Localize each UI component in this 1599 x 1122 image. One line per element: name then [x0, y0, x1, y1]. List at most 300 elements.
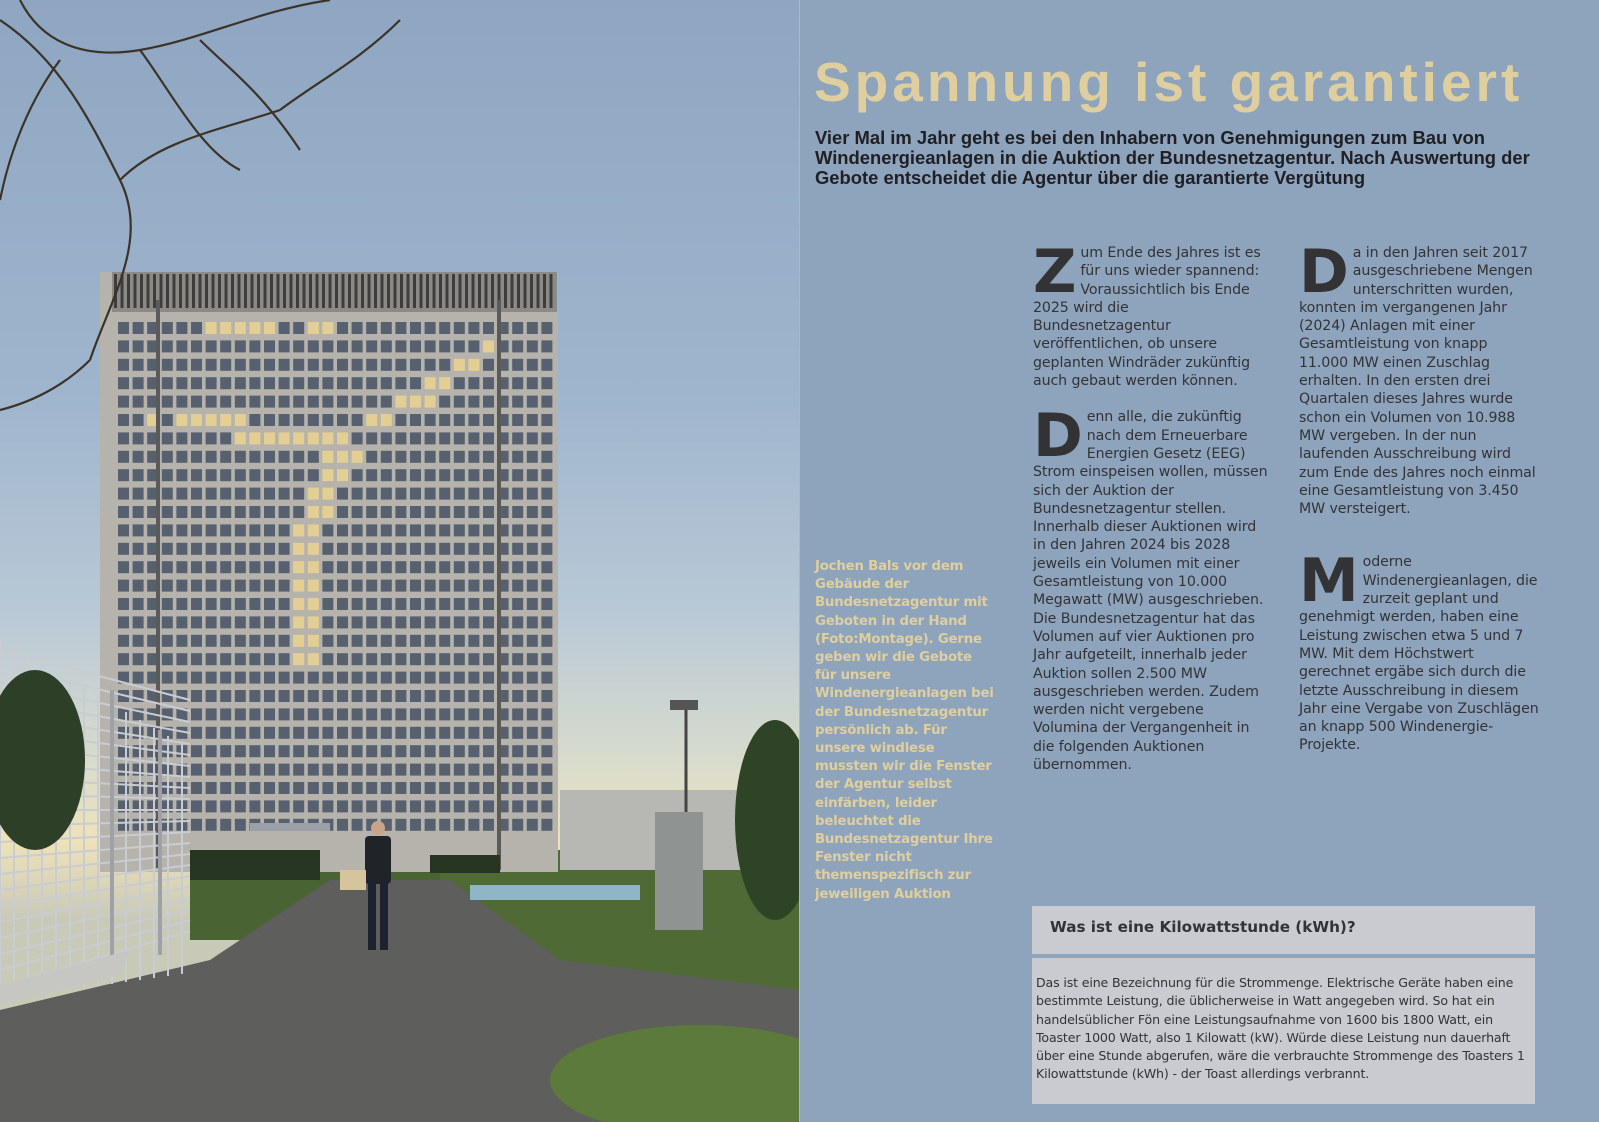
- window: [279, 322, 290, 334]
- window: [410, 524, 421, 536]
- window: [352, 506, 363, 518]
- window: [410, 635, 421, 647]
- window: [425, 598, 436, 610]
- window: [410, 690, 421, 702]
- window: [439, 727, 450, 739]
- window: [337, 561, 348, 573]
- window: [118, 653, 129, 665]
- roof-fin: [394, 274, 397, 308]
- window: [454, 524, 465, 536]
- window: [118, 322, 129, 334]
- window: [206, 561, 217, 573]
- window: [512, 543, 523, 555]
- window: [118, 708, 129, 720]
- window: [235, 469, 246, 481]
- window-lit: [206, 414, 217, 426]
- window: [220, 800, 231, 812]
- window: [322, 561, 333, 573]
- window: [279, 359, 290, 371]
- window-lit: [293, 543, 304, 555]
- window: [176, 340, 187, 352]
- window: [439, 616, 450, 628]
- window: [454, 506, 465, 518]
- window: [366, 727, 377, 739]
- window: [352, 800, 363, 812]
- window: [410, 488, 421, 500]
- roof-fin: [342, 274, 345, 308]
- window: [395, 451, 406, 463]
- window: [468, 782, 479, 794]
- window: [133, 598, 144, 610]
- window: [264, 800, 275, 812]
- window: [381, 782, 392, 794]
- roof-fin: [550, 274, 553, 308]
- window: [425, 800, 436, 812]
- window: [235, 782, 246, 794]
- window: [337, 690, 348, 702]
- window: [264, 451, 275, 463]
- branch: [0, 60, 60, 200]
- window: [483, 359, 494, 371]
- photo-caption: Jochen Bals vor dem Gebäude der Bundesnetzagentur mit Geboten in der Hand (Foto:Montage). Gerne geben wir die Gebote für unsere Windenergieanlagen bei der Bundesnetzagentur persönlich ab. Für unsere windlese mussten wir die Fenster der Agentur selbst einfärben, leider beleuchtet die Bundesnetzagentur Ihre Fenster nicht themenspezifisch zur jeweiligen Auktion: [815, 559, 994, 902]
- roof-fin: [322, 274, 325, 308]
- roof-fin: [296, 274, 299, 308]
- window-lit: [293, 432, 304, 444]
- window: [279, 488, 290, 500]
- window-lit: [337, 451, 348, 463]
- window: [293, 322, 304, 334]
- window: [527, 745, 538, 757]
- roof-fin: [407, 274, 410, 308]
- window: [439, 764, 450, 776]
- window: [395, 819, 406, 831]
- window: [410, 580, 421, 592]
- window: [322, 580, 333, 592]
- window: [454, 396, 465, 408]
- window: [206, 727, 217, 739]
- window: [206, 340, 217, 352]
- window: [133, 340, 144, 352]
- window: [249, 488, 260, 500]
- window: [279, 524, 290, 536]
- window: [249, 377, 260, 389]
- window: [220, 469, 231, 481]
- branch: [200, 40, 300, 150]
- window: [468, 451, 479, 463]
- window: [176, 359, 187, 371]
- window: [425, 745, 436, 757]
- roof-fin: [186, 274, 189, 308]
- window: [162, 616, 173, 628]
- window: [337, 488, 348, 500]
- window: [512, 322, 523, 334]
- window: [337, 653, 348, 665]
- window: [191, 819, 202, 831]
- window: [264, 690, 275, 702]
- window: [176, 524, 187, 536]
- window: [381, 359, 392, 371]
- window: [454, 414, 465, 426]
- window: [293, 488, 304, 500]
- window: [352, 708, 363, 720]
- window: [468, 708, 479, 720]
- window: [162, 506, 173, 518]
- window: [352, 580, 363, 592]
- window: [118, 524, 129, 536]
- window: [220, 616, 231, 628]
- window: [235, 672, 246, 684]
- window: [191, 396, 202, 408]
- window: [176, 377, 187, 389]
- window: [395, 322, 406, 334]
- window: [454, 432, 465, 444]
- window: [410, 506, 421, 518]
- window: [381, 488, 392, 500]
- window: [410, 727, 421, 739]
- window: [454, 782, 465, 794]
- hedge: [190, 850, 320, 880]
- window: [322, 377, 333, 389]
- window: [322, 745, 333, 757]
- window: [541, 653, 552, 665]
- window: [395, 561, 406, 573]
- window: [235, 653, 246, 665]
- window: [337, 598, 348, 610]
- window: [264, 745, 275, 757]
- window: [366, 396, 377, 408]
- window: [249, 359, 260, 371]
- window: [366, 708, 377, 720]
- roof-fin: [426, 274, 429, 308]
- window: [439, 451, 450, 463]
- window: [322, 653, 333, 665]
- window: [366, 616, 377, 628]
- window: [191, 451, 202, 463]
- window: [366, 432, 377, 444]
- roof-fin: [387, 274, 390, 308]
- window: [439, 432, 450, 444]
- window: [381, 469, 392, 481]
- window-lit: [235, 322, 246, 334]
- window: [279, 782, 290, 794]
- window: [133, 322, 144, 334]
- window: [337, 340, 348, 352]
- window: [235, 543, 246, 555]
- window: [206, 819, 217, 831]
- window: [220, 764, 231, 776]
- hedge: [430, 855, 500, 873]
- window: [206, 800, 217, 812]
- text-column-1: [1033, 237, 1269, 792]
- window: [541, 800, 552, 812]
- window: [468, 432, 479, 444]
- window: [381, 340, 392, 352]
- window: [264, 635, 275, 647]
- window: [206, 635, 217, 647]
- window: [279, 469, 290, 481]
- window: [395, 414, 406, 426]
- window: [118, 432, 129, 444]
- window: [541, 727, 552, 739]
- window: [249, 635, 260, 647]
- roof-fin: [413, 274, 416, 308]
- window: [279, 377, 290, 389]
- window: [133, 616, 144, 628]
- window: [279, 764, 290, 776]
- roof-fin: [374, 274, 377, 308]
- window: [191, 506, 202, 518]
- roof-fin: [303, 274, 306, 308]
- window: [512, 708, 523, 720]
- roof-fin: [543, 274, 546, 308]
- window: [527, 488, 538, 500]
- window: [541, 745, 552, 757]
- roof-fin: [491, 274, 494, 308]
- window: [395, 598, 406, 610]
- window: [118, 414, 129, 426]
- window: [191, 690, 202, 702]
- window: [395, 672, 406, 684]
- branch: [0, 360, 90, 410]
- window: [454, 451, 465, 463]
- window: [191, 800, 202, 812]
- window: [454, 745, 465, 757]
- window: [264, 469, 275, 481]
- window: [439, 800, 450, 812]
- window: [366, 322, 377, 334]
- window-lit: [322, 506, 333, 518]
- window: [235, 451, 246, 463]
- window: [220, 653, 231, 665]
- window: [439, 580, 450, 592]
- window: [308, 451, 319, 463]
- window: [279, 616, 290, 628]
- window: [425, 524, 436, 536]
- window: [264, 359, 275, 371]
- window: [249, 451, 260, 463]
- window: [249, 396, 260, 408]
- window: [483, 524, 494, 536]
- window: [293, 506, 304, 518]
- window: [249, 414, 260, 426]
- window-lit: [279, 432, 290, 444]
- window: [541, 690, 552, 702]
- window: [133, 451, 144, 463]
- window: [468, 561, 479, 573]
- window-lit: [366, 414, 377, 426]
- window: [381, 727, 392, 739]
- window: [206, 764, 217, 776]
- window: [425, 469, 436, 481]
- window: [352, 561, 363, 573]
- window: [235, 561, 246, 573]
- window: [395, 506, 406, 518]
- window: [541, 635, 552, 647]
- window: [133, 524, 144, 536]
- roof-fin: [517, 274, 520, 308]
- window: [279, 635, 290, 647]
- window: [235, 524, 246, 536]
- window: [220, 635, 231, 647]
- window: [439, 506, 450, 518]
- window: [352, 377, 363, 389]
- window: [541, 782, 552, 794]
- roof-fin: [127, 274, 130, 308]
- window: [235, 377, 246, 389]
- window: [512, 764, 523, 776]
- window: [308, 340, 319, 352]
- window: [381, 396, 392, 408]
- window: [191, 653, 202, 665]
- window: [439, 359, 450, 371]
- window: [410, 819, 421, 831]
- window: [454, 598, 465, 610]
- window: [381, 764, 392, 776]
- window: [410, 451, 421, 463]
- window-lit: [410, 396, 421, 408]
- window: [308, 690, 319, 702]
- window: [468, 745, 479, 757]
- window: [395, 782, 406, 794]
- dropcap: D: [1299, 237, 1349, 307]
- window: [454, 727, 465, 739]
- dropcap: Z: [1033, 237, 1077, 307]
- roof-fin: [231, 274, 234, 308]
- window: [206, 396, 217, 408]
- window-lit: [308, 488, 319, 500]
- window: [162, 377, 173, 389]
- window: [425, 359, 436, 371]
- window: [468, 819, 479, 831]
- roof-fin: [290, 274, 293, 308]
- window: [395, 727, 406, 739]
- window: [483, 432, 494, 444]
- window: [366, 340, 377, 352]
- window: [162, 598, 173, 610]
- window: [279, 653, 290, 665]
- window: [410, 764, 421, 776]
- window: [337, 672, 348, 684]
- window: [527, 800, 538, 812]
- window: [366, 580, 377, 592]
- window: [425, 764, 436, 776]
- window: [249, 506, 260, 518]
- roof-fin: [270, 274, 273, 308]
- window: [352, 598, 363, 610]
- window: [220, 561, 231, 573]
- window: [395, 469, 406, 481]
- roof-fin: [472, 274, 475, 308]
- window: [293, 396, 304, 408]
- window: [483, 819, 494, 831]
- window: [322, 340, 333, 352]
- window: [322, 359, 333, 371]
- window: [162, 414, 173, 426]
- window: [425, 635, 436, 647]
- window: [337, 782, 348, 794]
- window: [133, 782, 144, 794]
- window-lit: [439, 377, 450, 389]
- article-paragraph: [1299, 546, 1539, 754]
- window: [381, 598, 392, 610]
- window: [337, 543, 348, 555]
- window: [118, 340, 129, 352]
- window: [220, 359, 231, 371]
- window: [439, 653, 450, 665]
- window: [322, 800, 333, 812]
- window: [468, 396, 479, 408]
- window: [176, 506, 187, 518]
- window: [206, 451, 217, 463]
- window: [381, 672, 392, 684]
- window: [279, 543, 290, 555]
- window: [395, 800, 406, 812]
- roof-fin: [452, 274, 455, 308]
- window: [162, 359, 173, 371]
- roof-fin: [348, 274, 351, 308]
- window: [191, 359, 202, 371]
- window-lit: [322, 451, 333, 463]
- window: [366, 524, 377, 536]
- window: [162, 653, 173, 665]
- window: [425, 616, 436, 628]
- window: [308, 672, 319, 684]
- branch: [280, 20, 400, 110]
- window: [264, 543, 275, 555]
- window: [366, 359, 377, 371]
- window: [206, 432, 217, 444]
- window-lit: [352, 451, 363, 463]
- window: [162, 672, 173, 684]
- window-lit: [454, 359, 465, 371]
- window: [162, 561, 173, 573]
- window: [191, 745, 202, 757]
- window: [512, 488, 523, 500]
- window: [439, 819, 450, 831]
- window: [206, 616, 217, 628]
- window: [395, 359, 406, 371]
- window: [293, 377, 304, 389]
- window: [483, 800, 494, 812]
- window: [279, 745, 290, 757]
- window: [249, 616, 260, 628]
- window: [206, 653, 217, 665]
- window-lit: [293, 598, 304, 610]
- article-headline: Spannung ist garantiert: [814, 51, 1524, 113]
- utility-cabinet: [655, 812, 703, 930]
- window: [235, 764, 246, 776]
- window: [264, 524, 275, 536]
- window: [454, 469, 465, 481]
- window: [206, 488, 217, 500]
- window: [337, 745, 348, 757]
- window-lit: [308, 524, 319, 536]
- window: [206, 782, 217, 794]
- window: [527, 432, 538, 444]
- window: [191, 377, 202, 389]
- window-lit: [468, 359, 479, 371]
- window: [454, 690, 465, 702]
- window: [235, 616, 246, 628]
- window: [381, 432, 392, 444]
- window: [352, 745, 363, 757]
- window: [468, 414, 479, 426]
- window: [206, 690, 217, 702]
- roof-fin: [147, 274, 150, 308]
- window: [527, 524, 538, 536]
- window: [454, 708, 465, 720]
- window: [118, 635, 129, 647]
